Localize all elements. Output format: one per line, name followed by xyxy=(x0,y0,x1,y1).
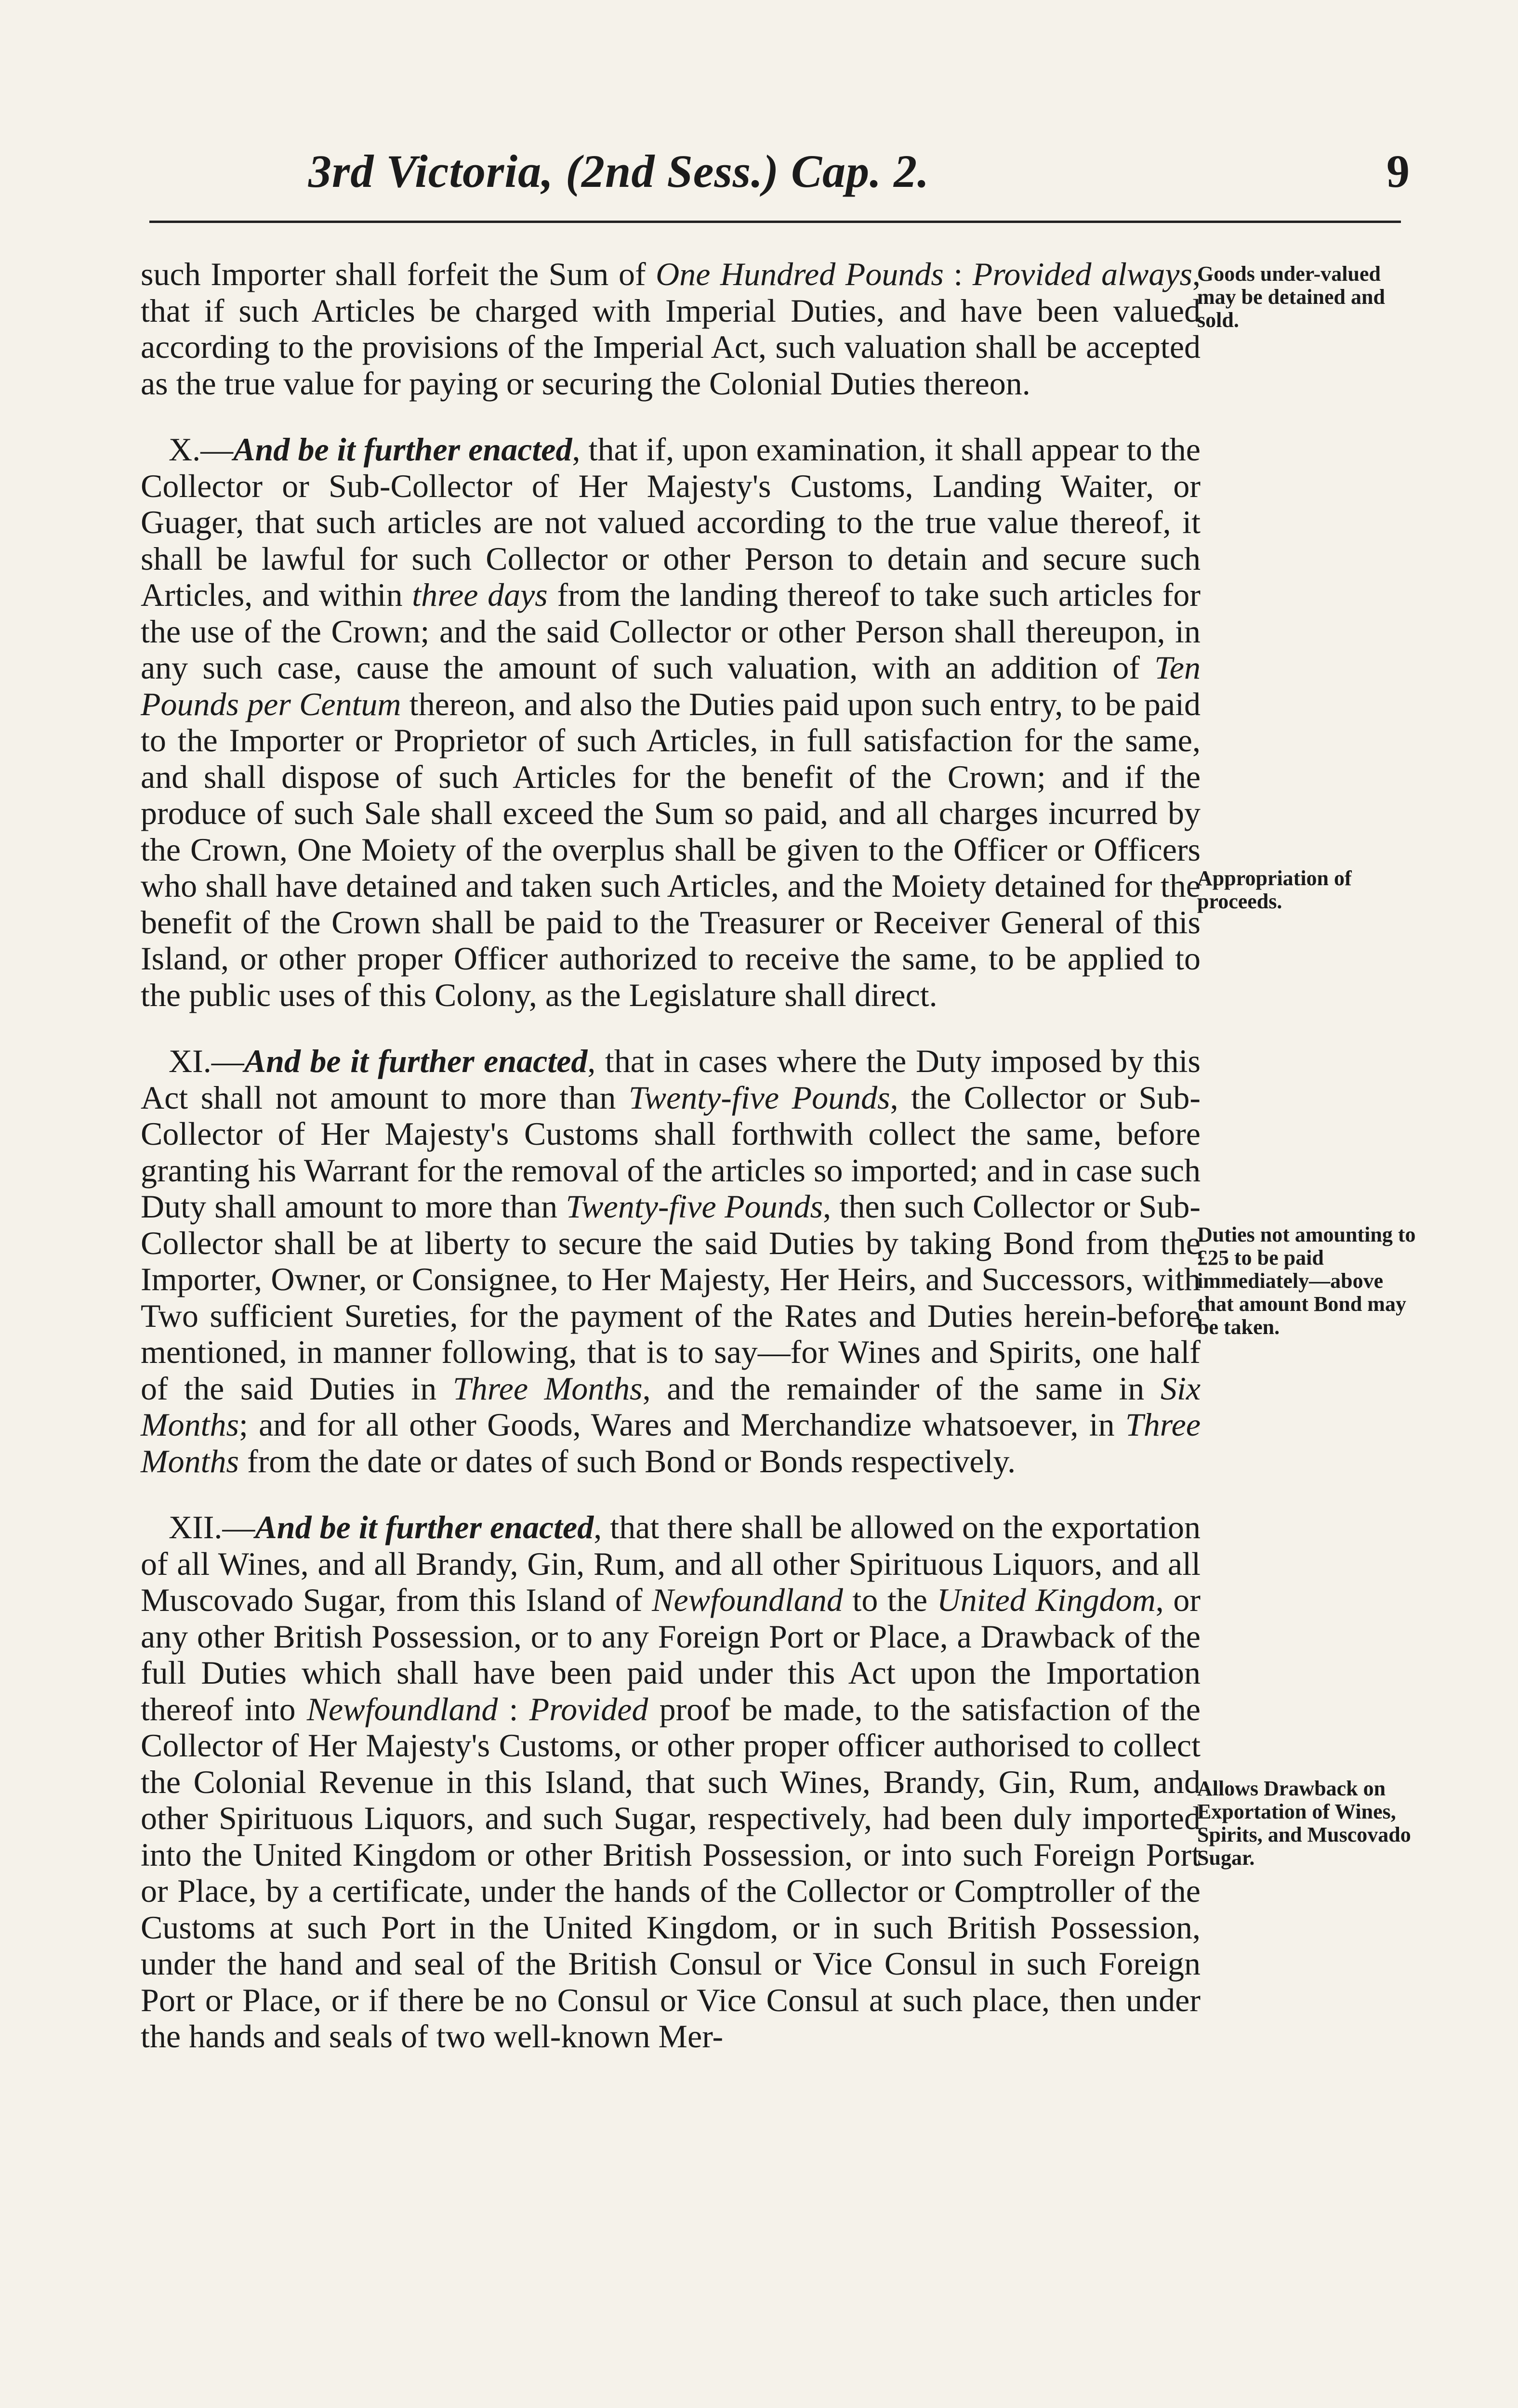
margin-note-drawback: Allows Drawback on Exportation of Wines, Spirits, and Muscovado Sugar. xyxy=(1197,1777,1411,1870)
section-x: X.—And be it further enacted, that if, upon examination, it shall appear to the Collector or Sub-Collector of Her Majesty's Customs, Landing Waiter, or Guager, that such articles are not valued according to the true value thereof, it shall be lawful for such Collector or other Person to detain and secure such Articles, and within three days from the landing thereof to take such articles for the use of the Crown; and the said Collector or other Person shall thereupon, in any such case, cause the amount of such valuation, with an addition of Ten Pounds per Centum thereon, and also the Duties paid upon such entry, to be paid to the Importer or Proprietor of such Articles, in full satisfaction for the same, and shall dispose of such Articles for the benefit of the Crown; and if the produce of such Sale shall exceed the Sum so paid, and all charges incurred by the Crown, One Moiety of the overplus shall be given to the Officer or Officers who shall have detained and taken such Articles, and the Moiety detained for the benefit of the Crown shall be paid to the Treasurer or Receiver General of this Island, or other proper Officer authorized to receive the same, to be applied to the public uses of this Colony, as the Legislature shall direct. xyxy=(141,431,1201,1013)
section-separator xyxy=(141,402,1201,432)
margin-note-goods-undervalued: Goods under-valued may be detained and sold. xyxy=(1197,262,1385,332)
margin-note-appropriation: Appropriation of proceeds. xyxy=(1197,866,1352,913)
section-separator xyxy=(141,1479,1201,1509)
enacting-clause: And be it further enacted xyxy=(244,1043,588,1079)
enacting-clause: And be it further enacted xyxy=(233,431,572,468)
running-head: 3rd Victoria, (2nd Sess.) Cap. 2. xyxy=(308,145,930,197)
section-xi: XI.—And be it further enacted, that in cases where the Duty imposed by this Act shall not amount to more than Twenty-five Pounds, the Collector or Sub-Collector of Her Majesty's Customs shall forthwith collect the same, before granting his Warrant for the removal of the articles so imported; and in case such Duty shall amount to more than Twenty-five Pounds, then such Collector or Sub-Collector shall be at liberty to secure the said Duties by taking Bond from the Importer, Owner, or Consignee, to Her Majesty, Her Heirs, and Successors, with Two sufficient Sureties, for the payment of the Rates and Duties herein-before mentioned, in manner following, that is to say—for Wines and Spirits, one half of the said Duties in Three Months, and the remainder of the same in Six Months; and for all other Goods, Wares and Merchandize whatsoever, in Three Months from the date or dates of such Bond or Bonds respectively. xyxy=(141,1043,1201,1479)
section-xii: XII.—And be it further enacted, that there shall be allowed on the exportation of all Wines, and all Brandy, Gin, Rum, and all other Spirituous Liquors, and all Muscovado Sugar, from this Island of Newfoundland to the United Kingdom, or any other British Possession, or to any Foreign Port or Place, a Drawback of the full Duties which shall have been paid under this Act upon the Importation thereof into Newfoundland : Provided proof be made, to the satisfaction of the Collector of Her Majesty's Customs, or other proper officer authorised to collect the Colonial Revenue in this Island, that such Wines, Brandy, Gin, Rum, and other Spirituous Liquors, and such Sugar, respectively, had been duly imported into the United Kingdom or other British Possession, or into such Foreign Port or Place, by a certificate, under the hands of the Collector or Comptroller of the Customs at such Port in the United Kingdom, or in such British Possession, under the hand and seal of the British Consul or Vice Consul in such Foreign Port or Place, or if there be no Consul or Vice Consul at such place, then under the hands and seals of two well-known Mer- xyxy=(141,1509,1201,2055)
section-separator xyxy=(141,1013,1201,1043)
page-number: 9 xyxy=(1386,145,1410,197)
header-rule xyxy=(149,221,1401,223)
enacting-clause: And be it further enacted xyxy=(255,1509,594,1545)
paragraph-ix-continuation: such Importer shall forfeit the Sum of One Hundred Pounds : Provided always, that if such Articles be charged with Imperial Duties, and have been valued according to the provisions of the Imperial Act, such valuation shall be accepted as the true value for paying or securing the Colonial Duties thereon. xyxy=(141,256,1201,402)
section-number: XI.— xyxy=(169,1043,244,1079)
margin-note-duties-not-amounting: Duties not amounting to £25 to be paid immediately—above that amount Bond may be taken. xyxy=(1197,1223,1416,1339)
body-text xyxy=(141,256,1201,2055)
section-number: X.— xyxy=(169,431,234,468)
section-number: XII.— xyxy=(169,1509,255,1545)
